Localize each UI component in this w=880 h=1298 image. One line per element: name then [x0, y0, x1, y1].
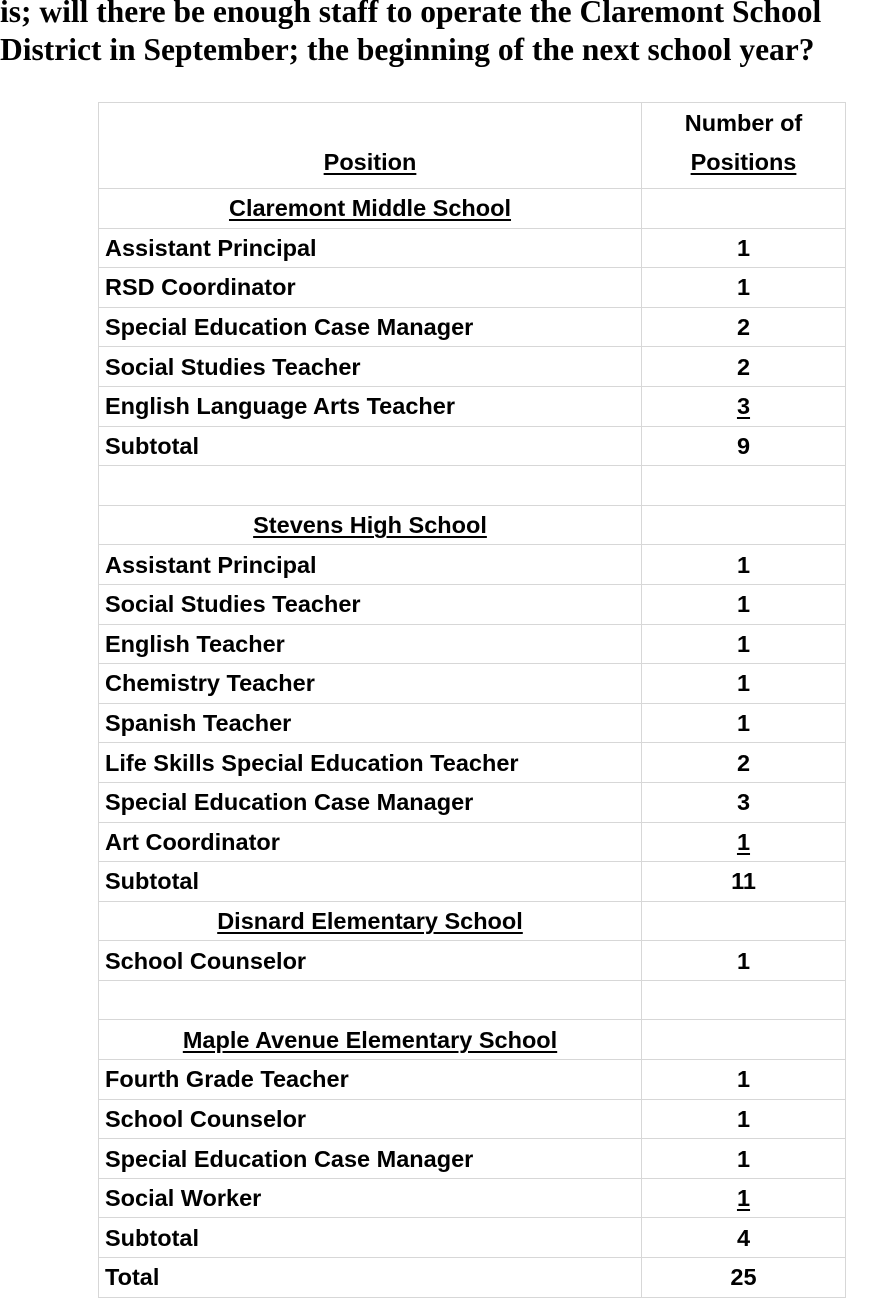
- section-header-row: [99, 1020, 846, 1060]
- subtotal-value: 11: [642, 862, 846, 902]
- school-heading: Maple Avenue Elementary School: [99, 1020, 642, 1060]
- position-cell: School Counselor: [99, 941, 642, 981]
- count-cell: 1: [642, 584, 846, 624]
- table-row: [99, 822, 846, 862]
- count-cell: 2: [642, 743, 846, 783]
- subtotal-row: [99, 862, 846, 902]
- position-cell: Special Education Case Manager: [99, 307, 642, 347]
- position-column-header: Position: [99, 103, 642, 189]
- position-cell: Assistant Principal: [99, 545, 642, 585]
- count-cell: 2: [642, 307, 846, 347]
- table-row: [99, 703, 846, 743]
- total-row: [99, 1258, 846, 1298]
- school-heading: Stevens High School: [99, 505, 642, 545]
- table-row: [99, 624, 846, 664]
- subtotal-row: [99, 1218, 846, 1258]
- section-header-row: [99, 505, 846, 545]
- count-column-header: Number of Positions: [642, 103, 846, 189]
- count-cell: 1: [642, 1099, 846, 1139]
- subtotal-label: Subtotal: [99, 426, 642, 466]
- count-cell: 1: [642, 545, 846, 585]
- table-row: [99, 386, 846, 426]
- table-row: [99, 664, 846, 704]
- table-row: [99, 228, 846, 268]
- section-header-row: [99, 901, 846, 941]
- count-cell: 1: [642, 228, 846, 268]
- position-cell: Spanish Teacher: [99, 703, 642, 743]
- count-cell: 1: [642, 268, 846, 308]
- table-row: [99, 347, 846, 387]
- table-row: [99, 545, 846, 585]
- position-cell: Social Worker: [99, 1178, 642, 1218]
- count-cell: 2: [642, 347, 846, 387]
- table-row: [99, 1060, 846, 1100]
- subtotal-label: Subtotal: [99, 862, 642, 902]
- count-cell: 1: [642, 941, 846, 981]
- count-cell: 1: [642, 624, 846, 664]
- subtotal-value: 9: [642, 426, 846, 466]
- count-cell: 1: [642, 1060, 846, 1100]
- intro-line-2: District in September; the beginning of the next school year?: [0, 32, 815, 67]
- position-cell: Assistant Principal: [99, 228, 642, 268]
- table-header-row: [99, 103, 846, 189]
- count-cell: 3: [642, 782, 846, 822]
- spacer-row: [99, 980, 846, 1020]
- count-cell: 1: [642, 1178, 846, 1218]
- position-cell: Social Studies Teacher: [99, 347, 642, 387]
- subtotal-value: 4: [642, 1218, 846, 1258]
- position-cell: RSD Coordinator: [99, 268, 642, 308]
- position-cell: English Language Arts Teacher: [99, 386, 642, 426]
- position-cell: Special Education Case Manager: [99, 782, 642, 822]
- subtotal-label: Subtotal: [99, 1218, 642, 1258]
- position-cell: Chemistry Teacher: [99, 664, 642, 704]
- count-cell: 1: [642, 1139, 846, 1179]
- table-row: [99, 1178, 846, 1218]
- position-cell: Social Studies Teacher: [99, 584, 642, 624]
- count-cell: 1: [642, 822, 846, 862]
- total-label: Total: [99, 1258, 642, 1298]
- section-header-row: [99, 189, 846, 229]
- position-cell: Art Coordinator: [99, 822, 642, 862]
- intro-text: [0, 0, 880, 69]
- count-cell: 1: [642, 664, 846, 704]
- school-heading: Disnard Elementary School: [99, 901, 642, 941]
- table-row: [99, 268, 846, 308]
- intro-line-1: is; will there be enough staff to operate the Claremont School: [0, 0, 822, 29]
- table-row: [99, 743, 846, 783]
- table-row: [99, 307, 846, 347]
- spacer-row: [99, 466, 846, 506]
- position-cell: Life Skills Special Education Teacher: [99, 743, 642, 783]
- positions-table: [98, 102, 846, 1298]
- table-row: [99, 782, 846, 822]
- table-row: [99, 584, 846, 624]
- count-cell: 1: [642, 703, 846, 743]
- position-cell: Fourth Grade Teacher: [99, 1060, 642, 1100]
- table-row: [99, 941, 846, 981]
- position-cell: Special Education Case Manager: [99, 1139, 642, 1179]
- table-row: [99, 1139, 846, 1179]
- position-cell: English Teacher: [99, 624, 642, 664]
- count-cell: 3: [642, 386, 846, 426]
- subtotal-row: [99, 426, 846, 466]
- total-value: 25: [642, 1258, 846, 1298]
- position-cell: School Counselor: [99, 1099, 642, 1139]
- school-heading: Claremont Middle School: [99, 189, 642, 229]
- table-row: [99, 1099, 846, 1139]
